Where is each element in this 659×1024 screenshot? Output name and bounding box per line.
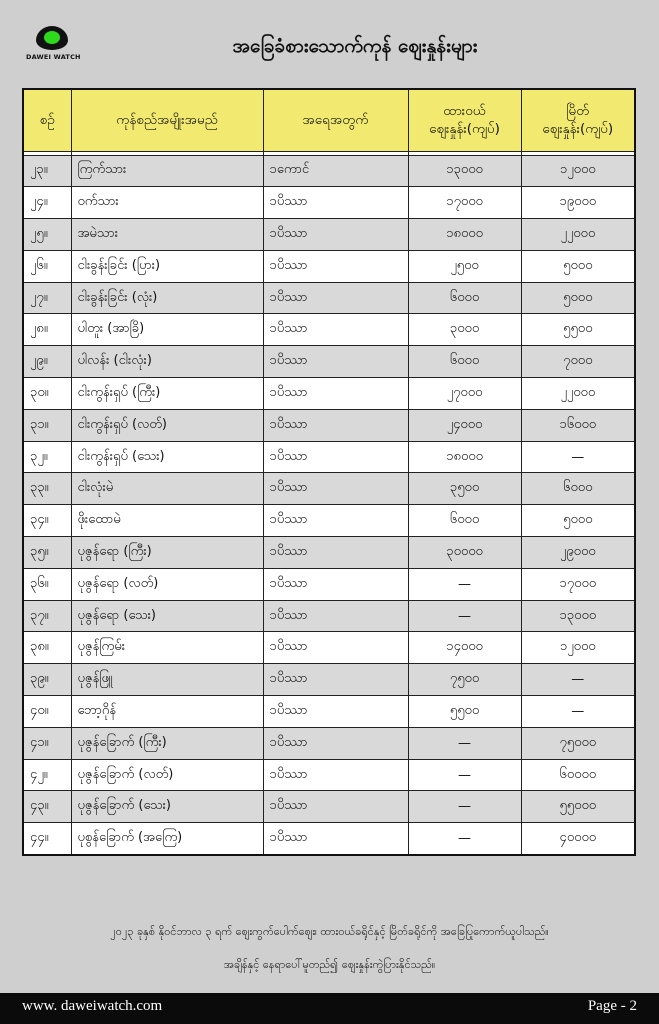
row-no: ၄၀။ — [23, 696, 71, 728]
header-dawei-line2: ဈေးနှုန်း(ကျပ်) — [429, 121, 500, 138]
row-myeik-price: ၅၀၀၀ — [521, 282, 635, 314]
row-dawei-price: ၂၇၀၀၀ — [408, 378, 521, 410]
row-name: ပုဇွန်ဖြူ — [71, 664, 263, 696]
row-unit: ၁ကောင် — [263, 155, 408, 187]
table-body — [23, 151, 635, 855]
row-no: ၄၃။ — [23, 791, 71, 823]
page-footer — [0, 993, 659, 1024]
row-unit: ၁ပိဿာ — [263, 505, 408, 537]
table-header-row — [23, 89, 635, 151]
table-row — [23, 473, 635, 505]
row-unit: ၁ပိဿာ — [263, 696, 408, 728]
row-no: ၃၂။ — [23, 441, 71, 473]
row-dawei-price: ၃၀၀၀၀ — [408, 537, 521, 569]
row-no: ၃၈။ — [23, 632, 71, 664]
header-dawei-line1: ထားဝယ် — [443, 103, 486, 120]
row-myeik-price: ၅၅၀၀ — [521, 314, 635, 346]
table-row — [23, 250, 635, 282]
row-no: ၂၉။ — [23, 346, 71, 378]
row-dawei-price: ၁၄၀၀၀ — [408, 632, 521, 664]
header-unit: အရေအတွက် — [263, 89, 408, 151]
row-no: ၄၄။ — [23, 823, 71, 855]
row-no: ၃၄။ — [23, 505, 71, 537]
table-row — [23, 505, 635, 537]
row-dawei-price: ၁၈၀၀၀ — [408, 219, 521, 251]
row-dawei-price: ၁၃၀၀၀ — [408, 155, 521, 187]
table-row — [23, 187, 635, 219]
row-name: ငါးခွန်းခြင်း (ပြား) — [71, 250, 263, 282]
page-title: အခြေခံစားသောက်ကုန် ဈေးနှုန်းများ — [232, 35, 478, 57]
row-dawei-price: ၁၇၀၀၀ — [408, 187, 521, 219]
row-dawei-price: ၃၅၀၀ — [408, 473, 521, 505]
row-myeik-price: ၂၂၀၀၀ — [521, 378, 635, 410]
row-myeik-price: ၅၀၀၀ — [521, 250, 635, 282]
row-name: ပုဇွန်ရော (လတ်) — [71, 568, 263, 600]
row-name: ငါးလုံးမဲ — [71, 473, 263, 505]
row-myeik-price: ၆၀၀၀၀ — [521, 759, 635, 791]
table-row — [23, 346, 635, 378]
row-unit: ၁ပိဿာ — [263, 759, 408, 791]
row-name: ပုဇွန်ခြောက် (သေး) — [71, 791, 263, 823]
row-myeik-price: ၁၉၀၀၀ — [521, 187, 635, 219]
row-no: ၃၁။ — [23, 409, 71, 441]
row-myeik-price: — — [521, 696, 635, 728]
row-unit: ၁ပိဿာ — [263, 537, 408, 569]
table-row — [23, 441, 635, 473]
table-row — [23, 791, 635, 823]
row-name: ပုဇွန်ရော (ကြီး) — [71, 537, 263, 569]
row-myeik-price: ၂၂၀၀၀ — [521, 219, 635, 251]
row-dawei-price: — — [408, 727, 521, 759]
row-no: ၄၁။ — [23, 727, 71, 759]
table-row — [23, 759, 635, 791]
table-row — [23, 600, 635, 632]
table-row — [23, 696, 635, 728]
row-name: အမဲသား — [71, 219, 263, 251]
row-dawei-price: ၂၄၀၀၀ — [408, 409, 521, 441]
row-name: ဝက်သား — [71, 187, 263, 219]
table-row — [23, 409, 635, 441]
row-unit: ၁ပိဿာ — [263, 250, 408, 282]
row-dawei-price: — — [408, 759, 521, 791]
row-name: ငါးကွန်းရှပ် (သေး) — [71, 441, 263, 473]
page-header — [0, 0, 659, 84]
row-name: ငါးကွန်းရှပ် (လတ်) — [71, 409, 263, 441]
row-unit: ၁ပိဿာ — [263, 473, 408, 505]
row-unit: ၁ပိဿာ — [263, 378, 408, 410]
table-row — [23, 282, 635, 314]
logo-text: DAWEI WATCH — [26, 53, 81, 61]
row-myeik-price: ၅၅၀၀၀ — [521, 791, 635, 823]
row-unit: ၁ပိဿာ — [263, 187, 408, 219]
row-myeik-price: ၁၂၀၀၀ — [521, 632, 635, 664]
row-no: ၃၆။ — [23, 568, 71, 600]
row-unit: ၁ပိဿာ — [263, 727, 408, 759]
row-dawei-price: — — [408, 823, 521, 855]
row-myeik-price: ၆၀၀၀ — [521, 473, 635, 505]
header-myeik-price — [521, 89, 635, 151]
row-myeik-price: — — [521, 441, 635, 473]
row-dawei-price: — — [408, 791, 521, 823]
row-unit: ၁ပိဿာ — [263, 219, 408, 251]
row-no: ၃၉။ — [23, 664, 71, 696]
row-name: ပါတူး (အာခြိ) — [71, 314, 263, 346]
row-name: ပုဇွန်ခြောက် (လတ်) — [71, 759, 263, 791]
price-table — [22, 88, 636, 856]
row-dawei-price: ၁၈၀၀၀ — [408, 441, 521, 473]
table-row — [23, 537, 635, 569]
footnote-disclaimer: အချိန်နှင့် နေရာပေါ်မူတည်၍ ဈေးနှုန်းကွဲပြားနိုင်သည်။ — [223, 958, 436, 971]
row-name: ပုဇွန်ခြောက် (ကြီး) — [71, 727, 263, 759]
row-unit: ၁ပိဿာ — [263, 409, 408, 441]
header-no: စဉ် — [23, 89, 71, 151]
row-name: ဘော့ဂိုန် — [71, 696, 263, 728]
row-dawei-price: ၃၀၀၀ — [408, 314, 521, 346]
row-no: ၂၅။ — [23, 219, 71, 251]
table-row — [23, 314, 635, 346]
row-no: ၂၆။ — [23, 250, 71, 282]
header-name: ကုန်စည်အမျိုးအမည် — [71, 89, 263, 151]
row-unit: ၁ပိဿာ — [263, 664, 408, 696]
row-no: ၃၇။ — [23, 600, 71, 632]
row-dawei-price: ၇၅၀၀ — [408, 664, 521, 696]
row-myeik-price: ၁၂၀၀၀ — [521, 155, 635, 187]
row-dawei-price: — — [408, 600, 521, 632]
header-myeik-line2: ဈေးနှုန်း(ကျပ်) — [542, 121, 614, 138]
row-dawei-price: — — [408, 568, 521, 600]
row-unit: ၁ပိဿာ — [263, 346, 408, 378]
row-name: ပုစွန်ခြောက် (အကြေ) — [71, 823, 263, 855]
row-no: ၃၅။ — [23, 537, 71, 569]
row-unit: ၁ပိဿာ — [263, 314, 408, 346]
row-dawei-price: ၆၀၀၀ — [408, 346, 521, 378]
row-name: ဖိုးထောမဲ — [71, 505, 263, 537]
row-unit: ၁ပိဿာ — [263, 791, 408, 823]
row-dawei-price: ၂၅၀၀ — [408, 250, 521, 282]
row-name: ပုဇွန်ရော (သေး) — [71, 600, 263, 632]
header-dawei-price — [408, 89, 521, 151]
row-name: ပါလန်း (ငါးလုံး) — [71, 346, 263, 378]
row-myeik-price: ၁၃၀၀၀ — [521, 600, 635, 632]
row-unit: ၁ပိဿာ — [263, 568, 408, 600]
row-dawei-price: ၅၅၀၀ — [408, 696, 521, 728]
row-myeik-price: ၇၀၀၀ — [521, 346, 635, 378]
table-row — [23, 219, 635, 251]
table-row — [23, 632, 635, 664]
table-row — [23, 155, 635, 187]
footnote-source: ၂၀၂၃ ခုနှစ် နိုဝင်ဘာလ ၃ ရက် ဈေးကွက်ပေါက်ဈေး၊ ထားဝယ်ခရိုင်နှင့် မြိတ်ခရိုင်ကို အခြေပြုကောက်ယူပါသည်။ — [110, 925, 549, 938]
eye-icon — [36, 26, 68, 50]
row-myeik-price: ၄၀၀၀၀ — [521, 823, 635, 855]
row-myeik-price: ၁၆၀၀၀ — [521, 409, 635, 441]
page-number: Page - 2 — [587, 998, 637, 1014]
row-myeik-price: ၅၀၀၀ — [521, 505, 635, 537]
row-myeik-price: — — [521, 664, 635, 696]
row-no: ၂၇။ — [23, 282, 71, 314]
row-name: ကြက်သား — [71, 155, 263, 187]
row-name: ငါးကွန်းရှပ် (ကြီး) — [71, 378, 263, 410]
row-dawei-price: ၆၀၀၀ — [408, 282, 521, 314]
table-row — [23, 727, 635, 759]
table-row — [23, 664, 635, 696]
row-no: ၄၂။ — [23, 759, 71, 791]
header-myeik-line1: မြိတ် — [566, 103, 590, 120]
row-dawei-price: ၆၀၀၀ — [408, 505, 521, 537]
row-unit: ၁ပိဿာ — [263, 441, 408, 473]
row-no: ၃၀။ — [23, 378, 71, 410]
website-link[interactable]: www. daweiwatch.com — [22, 998, 163, 1014]
row-unit: ၁ပိဿာ — [263, 823, 408, 855]
dawei-watch-logo — [26, 26, 81, 66]
row-unit: ၁ပိဿာ — [263, 632, 408, 664]
row-myeik-price: ၁၇၀၀၀ — [521, 568, 635, 600]
table-row — [23, 823, 635, 855]
row-unit: ၁ပိဿာ — [263, 282, 408, 314]
row-no: ၃၃။ — [23, 473, 71, 505]
row-no: ၂၈။ — [23, 314, 71, 346]
row-myeik-price: ၇၅၀၀၀ — [521, 727, 635, 759]
row-no: ၂၃။ — [23, 155, 71, 187]
row-myeik-price: ၂၉၀၀၀ — [521, 537, 635, 569]
table-row — [23, 378, 635, 410]
row-name: ပုဇွန်ကြမ်း — [71, 632, 263, 664]
row-unit: ၁ပိဿာ — [263, 600, 408, 632]
row-no: ၂၄။ — [23, 187, 71, 219]
table-row — [23, 568, 635, 600]
row-name: ငါးခွန်းခြင်း (လုံး) — [71, 282, 263, 314]
